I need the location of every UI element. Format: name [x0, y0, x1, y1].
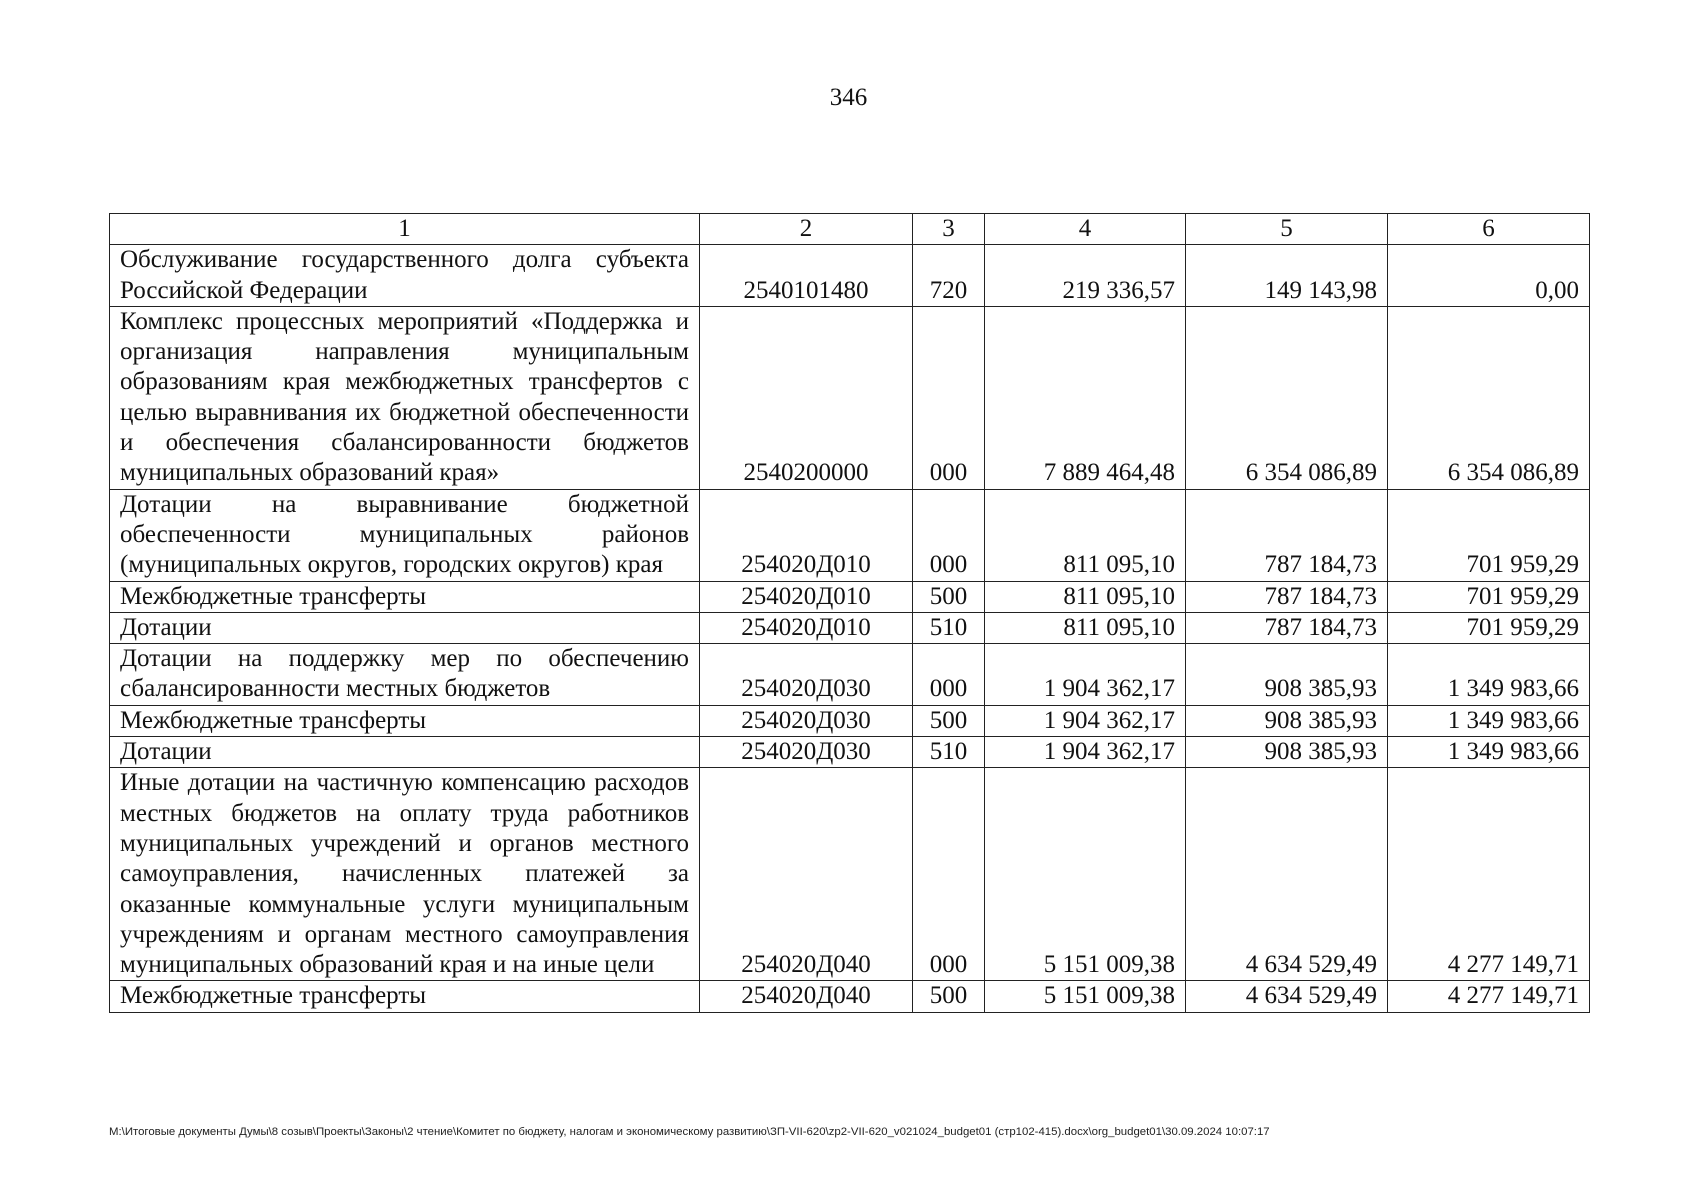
- table-row: [110, 981, 1590, 1012]
- row-value-1: 811 095,10: [985, 581, 1186, 612]
- row-value-3: 1 349 983,66: [1388, 644, 1590, 706]
- row-value-3: 1 349 983,66: [1388, 737, 1590, 768]
- row-kind: 000: [913, 644, 985, 706]
- row-kind: 000: [913, 306, 985, 489]
- row-name: Иные дотации на частичную компенсацию расходов местных бюджетов на оплату труда работников муниципальных учреждений и органов местного самоуправления, начисленных платежей за оказанные коммунальные услуги муниципальным учреждениям и органам местного самоуправления муниципальных образований края и на иные цели: [110, 768, 700, 981]
- row-kind: 500: [913, 581, 985, 612]
- row-kind: 000: [913, 768, 985, 981]
- header-cell: 2: [700, 214, 913, 245]
- row-name: Обслуживание государственного долга субъекта Российской Федерации: [110, 245, 700, 307]
- header-cell: 5: [1186, 214, 1388, 245]
- header-cell: 3: [913, 214, 985, 245]
- row-code: 254020Д010: [700, 581, 913, 612]
- row-code: 254020Д010: [700, 489, 913, 581]
- row-code: 254020Д010: [700, 612, 913, 643]
- row-code: 2540101480: [700, 245, 913, 307]
- header-cell: 6: [1388, 214, 1590, 245]
- table-row: [110, 737, 1590, 768]
- row-value-2: 149 143,98: [1186, 245, 1388, 307]
- header-cell: 4: [985, 214, 1186, 245]
- table-row: [110, 705, 1590, 736]
- table-row: [110, 644, 1590, 706]
- row-kind: 720: [913, 245, 985, 307]
- row-kind: 500: [913, 981, 985, 1012]
- row-value-3: 701 959,29: [1388, 581, 1590, 612]
- row-value-2: 787 184,73: [1186, 612, 1388, 643]
- row-value-3: 0,00: [1388, 245, 1590, 307]
- row-name: Межбюджетные трансферты: [110, 981, 700, 1012]
- row-name: Межбюджетные трансферты: [110, 705, 700, 736]
- row-value-2: 787 184,73: [1186, 489, 1388, 581]
- page-number: 346: [829, 84, 868, 111]
- row-code: 254020Д030: [700, 705, 913, 736]
- row-value-2: 908 385,93: [1186, 737, 1388, 768]
- row-code: 254020Д030: [700, 737, 913, 768]
- row-value-2: 787 184,73: [1186, 581, 1388, 612]
- row-value-1: 1 904 362,17: [985, 705, 1186, 736]
- row-value-3: 701 959,29: [1388, 489, 1590, 581]
- row-value-2: 908 385,93: [1186, 705, 1388, 736]
- row-value-1: 1 904 362,17: [985, 644, 1186, 706]
- header-cell: 1: [110, 214, 700, 245]
- row-value-1: 811 095,10: [985, 612, 1186, 643]
- table-row: [110, 306, 1590, 489]
- row-value-3: 701 959,29: [1388, 612, 1590, 643]
- table-row: [110, 489, 1590, 581]
- row-name: Дотации на выравнивание бюджетной обеспеченности муниципальных районов (муниципальных округов, городских округов) края: [110, 489, 700, 581]
- row-value-1: 5 151 009,38: [985, 981, 1186, 1012]
- row-code: 254020Д030: [700, 644, 913, 706]
- row-code: 2540200000: [700, 306, 913, 489]
- row-name: Дотации: [110, 737, 700, 768]
- row-name: Дотации: [110, 612, 700, 643]
- row-value-3: 4 277 149,71: [1388, 981, 1590, 1012]
- row-value-1: 1 904 362,17: [985, 737, 1186, 768]
- table-row: [110, 612, 1590, 643]
- row-value-1: 811 095,10: [985, 489, 1186, 581]
- row-value-1: 7 889 464,48: [985, 306, 1186, 489]
- table-row: [110, 581, 1590, 612]
- row-value-2: 908 385,93: [1186, 644, 1388, 706]
- row-code: 254020Д040: [700, 768, 913, 981]
- row-kind: 500: [913, 705, 985, 736]
- row-name: Дотации на поддержку мер по обеспечению сбалансированности местных бюджетов: [110, 644, 700, 706]
- row-name: Комплекс процессных мероприятий «Поддержка и организация направления муниципальным образованиям края межбюджетных трансфертов с целью выравнивания их бюджетной обеспеченности и обеспечения сбалансированности бюджетов муниципальных образований края»: [110, 306, 700, 489]
- row-code: 254020Д040: [700, 981, 913, 1012]
- budget-table: [109, 213, 1590, 1013]
- row-name: Межбюджетные трансферты: [110, 581, 700, 612]
- row-value-2: 4 634 529,49: [1186, 768, 1388, 981]
- table-row: [110, 768, 1590, 981]
- row-value-3: 6 354 086,89: [1388, 306, 1590, 489]
- footer-file-path: M:\Итоговые документы Думы\8 созыв\Проекты\Законы\2 чтение\Комитет по бюджету, налогам и экономическому развитию\ЗП-VII-620\zp2-VII-620_v021024_budget01 (стр102-415).docx\org_budget01\30.09.2024 10:07:17: [109, 1126, 1270, 1138]
- row-kind: 000: [913, 489, 985, 581]
- row-value-3: 4 277 149,71: [1388, 768, 1590, 981]
- row-value-2: 6 354 086,89: [1186, 306, 1388, 489]
- table-header-row: [110, 214, 1590, 245]
- row-value-3: 1 349 983,66: [1388, 705, 1590, 736]
- row-value-1: 5 151 009,38: [985, 768, 1186, 981]
- row-value-1: 219 336,57: [985, 245, 1186, 307]
- row-value-2: 4 634 529,49: [1186, 981, 1388, 1012]
- row-kind: 510: [913, 737, 985, 768]
- table-row: [110, 245, 1590, 307]
- row-kind: 510: [913, 612, 985, 643]
